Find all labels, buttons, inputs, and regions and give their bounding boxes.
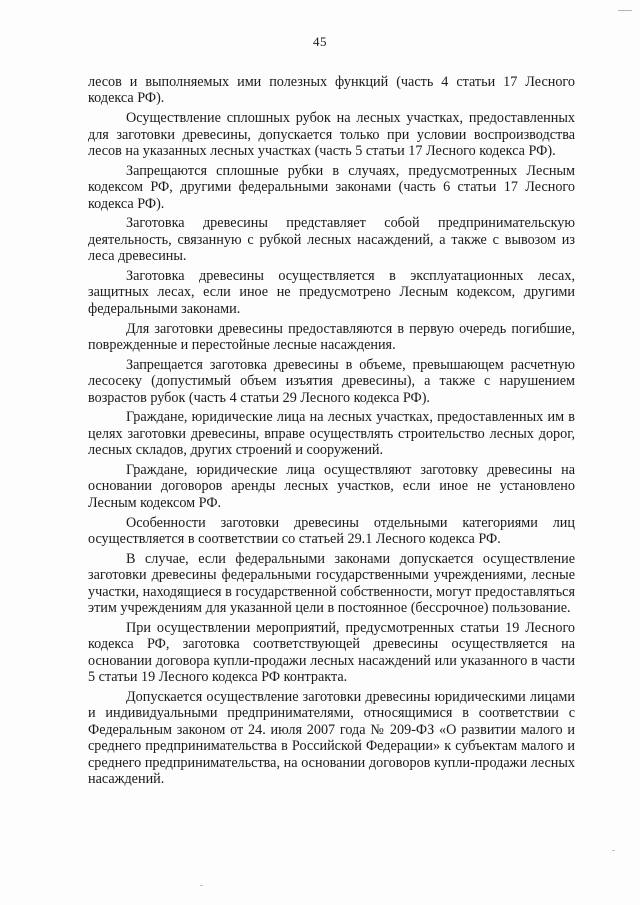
paragraph: Осуществление сплошных рубок на лесных участках, предоставленных для заготовки древесины, допускается только при условии воспроизводства лесов на указанных лесных участках (часть 5 статьи 17 Лесного кодекса РФ). [88,110,575,160]
scan-artifact [200,885,203,886]
document-body [88,74,575,791]
paragraph: Особенности заготовки древесины отдельными категориями лиц осуществляется в соответствии со статьей 29.1 Лесного кодекса РФ. [88,514,575,548]
scan-artifact [618,10,632,11]
paragraph: Допускается осуществление заготовки древесины юридическими лицами и индивидуальными предпринимателями, относящимися в соответствии с Федеральным законом от 24. июля 2007 года № 209-ФЗ «О развитии малого и среднего предпринимательства в Российской Федерации» к субъектам малого и среднего предпринимательства, на основании договоров купли-продажи лесных насаждений. [88,688,575,787]
paragraph: Заготовка древесины осуществляется в эксплуатационных лесах, защитных лесах, если иное не предусмотрено Лесным кодексом, другими федеральными законами. [88,268,575,317]
paragraph: Запрещается заготовка древесины в объеме, превышающем расчетную лесосеку (допустимый объем изъятия древесины), а также с нарушением возрастов рубок (часть 4 статьи 29 Лесного кодекса РФ). [88,356,575,406]
paragraph: Для заготовки древесины предоставляются в первую очередь погибшие, поврежденные и перестойные лесные насаждения. [88,320,575,354]
scan-artifact [612,850,615,851]
paragraph: Запрещаются сплошные рубки в случаях, предусмотренных Лесным кодексом РФ, другими федеральными законами (часть 6 статьи 17 Лесного кодекса РФ). [88,162,575,212]
page-number: 45 [313,34,327,49]
paragraph: Заготовка древесины представляет собой предпринимательскую деятельность, связанную с рубкой лесных насаждений, а также с вывозом из леса древесины. [88,215,575,265]
paragraph: При осуществлении мероприятий, предусмотренных статьи 19 Лесного кодекса РФ, заготовка соответствующей древесины осуществляется на основании договора купли-продажи лесных насаждений или указанного в части 5 статьи 19 Лесного кодекса РФ контракта. [88,619,575,686]
paragraph: В случае, если федеральными законами допускается осуществление заготовки древесины федеральными государственными учреждениями, лесные участки, находящиеся в государственной собственности, могут предоставляться этим учреждениям для указанной цели в постоянное (бессрочное) пользование. [88,550,575,617]
paragraph: Граждане, юридические лица на лесных участках, предоставленных им в целях заготовки древесины, вправе осуществлять строительство лесных дорог, лесных складов, других строений и сооружений. [88,409,575,459]
paragraph: лесов и выполняемых ими полезных функций (часть 4 статьи 17 Лесного кодекса РФ). [88,74,575,107]
paragraph: Граждане, юридические лица осуществляют заготовку древесины на основании договоров аренды лесных участков, если иное не установлено Лесным кодексом РФ. [88,462,575,511]
